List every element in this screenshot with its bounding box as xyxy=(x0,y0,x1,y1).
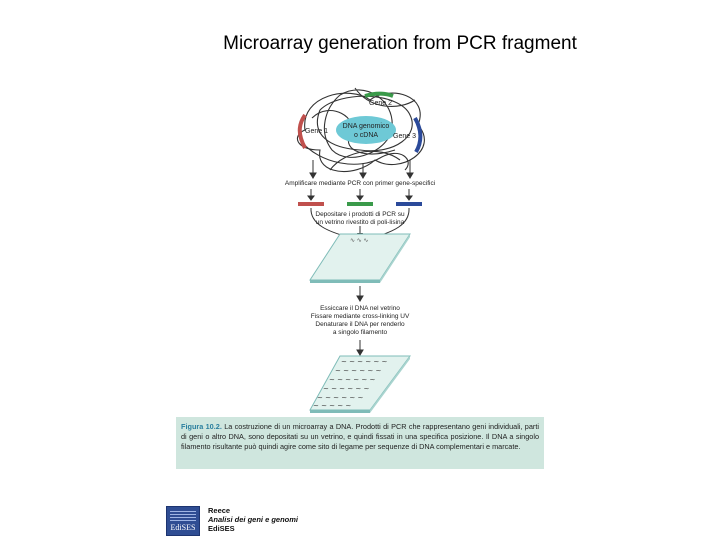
svg-text:~ ~ ~ ~ ~: ~ ~ ~ ~ ~ xyxy=(313,402,352,410)
gene2-label: Gene 2 xyxy=(369,100,392,107)
svg-text:~ ~ ~ ~ ~ ~: ~ ~ ~ ~ ~ ~ xyxy=(341,358,388,366)
arrows-to-pcr xyxy=(310,160,413,178)
pcr-product-gene2 xyxy=(347,202,373,206)
genome-label-line2: o cDNA xyxy=(353,132,379,139)
arrow-to-step3 xyxy=(357,286,363,301)
gene2-segment xyxy=(365,94,393,96)
step2-text-line2: un vetrino rivestito di poli-lisina xyxy=(315,219,405,226)
gene3-label: Gene 3 xyxy=(393,133,416,140)
pcr-product-gene1 xyxy=(298,202,324,206)
edises-logo: EdiSES xyxy=(166,506,200,536)
arrows-to-products xyxy=(308,189,412,200)
svg-text:∿ ∿ ∿: ∿ ∿ ∿ xyxy=(350,238,369,244)
genome-ellipse xyxy=(336,116,396,144)
gene1-label: Gene 1 xyxy=(305,128,328,135)
book-info xyxy=(208,506,298,533)
page-title: Microarray generation from PCR fragment xyxy=(223,33,577,54)
svg-text:~ ~ ~ ~ ~ ~: ~ ~ ~ ~ ~ ~ xyxy=(329,376,376,384)
book-publisher: EdiSES xyxy=(208,524,235,533)
step1-text: Amplificare mediante PCR con primer gene-specifici xyxy=(284,180,436,187)
step3-line1: Essiccare il DNA nel vetrino xyxy=(320,305,400,312)
caption-label: Figura 10.2. xyxy=(181,422,222,431)
step2-text-line1: Depositare i prodotti di PCR su xyxy=(315,211,405,218)
pcr-product-gene3 xyxy=(396,202,422,206)
svg-text:~ ~ ~ ~ ~ ~: ~ ~ ~ ~ ~ ~ xyxy=(323,385,370,393)
svg-text:~ ~ ~ ~ ~ ~: ~ ~ ~ ~ ~ ~ xyxy=(335,367,382,375)
book-title: Analisi dei geni e genomi xyxy=(208,515,299,524)
arrow-to-microarray xyxy=(357,340,363,355)
coated-slide xyxy=(310,234,410,283)
svg-text:~ ~ ~ ~ ~ ~: ~ ~ ~ ~ ~ ~ xyxy=(317,394,364,402)
step3-line2: Fissare mediante cross-linking UV xyxy=(310,313,410,320)
book-author: Reece xyxy=(208,506,231,515)
microarray-slide xyxy=(310,356,410,413)
figure-caption xyxy=(176,417,544,469)
step3-line4: a singolo filamento xyxy=(332,329,388,336)
caption-text: La costruzione di un microarray a DNA. Prodotti di PCR che rappresentano geni individuali, parti di geni o altro DNA, sono depositati su un vetrino, e quindi fissati in una specifica posizione. Il DNA a singolo filamento risultante può quindi agire come sito di legame per sequenze di DNA complementari e marcate. xyxy=(181,422,539,451)
genome-label-line1: DNA genomico xyxy=(342,123,390,130)
step3-line3: Denaturare il DNA per renderlo xyxy=(315,321,405,328)
